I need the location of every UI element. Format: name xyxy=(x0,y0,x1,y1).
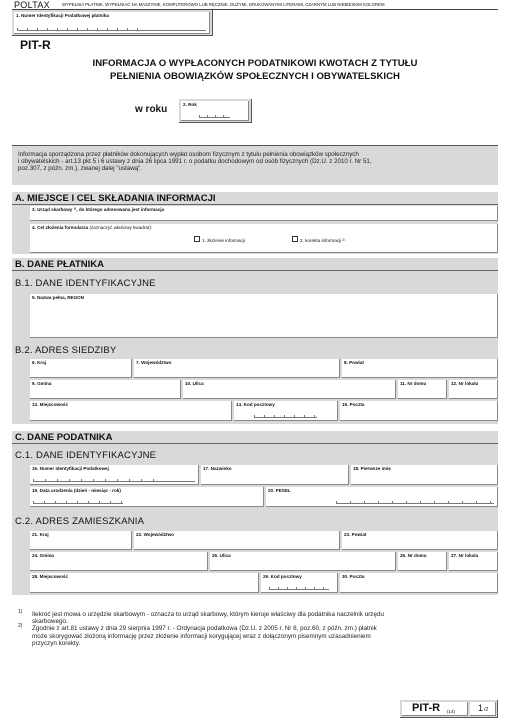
payer-commune-label: 9. Gmina xyxy=(32,381,52,386)
taxpayer-nip-field[interactable] xyxy=(30,465,199,485)
section-a-title: A. MIEJSCE I CEL SKŁADANIA INFORMACJI xyxy=(12,192,498,205)
form-code: PIT-R xyxy=(20,38,51,52)
taxpayer-city-field[interactable] xyxy=(30,573,259,593)
payer-city-label: 13. Miejscowość xyxy=(32,402,69,407)
intro-line2: i obywatelskich - art.13 pkt 5 i 6 ustawy z dnia 26 lipca 1991 r. o podatku dochodowym od osób fizycznych (Dz.U. z 2010 r. Nr 51, xyxy=(18,158,372,166)
payer-house-number-label: 11. Nr domu xyxy=(400,381,427,386)
taxpayer-first-name-field[interactable] xyxy=(351,465,498,485)
taxpayer-pesel-ticks xyxy=(336,501,494,504)
section-c1-title: C.1. DANE IDENTYFIKACYJNE xyxy=(15,450,157,461)
footnotes xyxy=(18,611,496,647)
year-field[interactable] xyxy=(181,101,249,121)
year-prefix: w roku xyxy=(135,104,168,115)
footnote-2-mark: 2) xyxy=(18,623,23,630)
footnote-2-line1: Zgodnie z art.81 ustawy z dnia 29 sierpnia 1997 r. - Ordynacja podatkowa (Dz.U. z 2005 r. Nr 8, poz.60, z późn. zm.) płatnik xyxy=(32,625,377,633)
payer-postal-code-field[interactable] xyxy=(234,401,338,421)
payer-post-office-field[interactable] xyxy=(340,401,498,421)
taxpayer-surname-field[interactable] xyxy=(201,465,349,485)
payer-voivodeship-field[interactable] xyxy=(134,359,340,378)
payer-postal-code-label: 14. Kod pocztowy xyxy=(236,402,275,407)
form-title-line1: INFORMACJA O WYPŁACONYCH PODATNIKOWI KWOTACH Z TYTUŁU xyxy=(92,58,418,69)
nip-box xyxy=(12,10,213,36)
taxpayer-birthdate-ticks xyxy=(33,501,123,504)
taxpayer-birthdate-label: 19. Data urodzenia (dzień - miesiąc - rok) xyxy=(32,488,121,493)
year-box xyxy=(179,99,252,123)
year-ticks xyxy=(199,115,230,118)
taxpayer-nip-label: 16. Numer Identyfikacji Podatkowej xyxy=(32,466,109,471)
taxpayer-commune-label: 24. Gmina xyxy=(32,553,54,558)
fill-instructions: WYPEŁNIA PŁATNIK. WYPEŁNIAĆ NA MASZYNIE, KOMPUTEROWO LUB RĘCZNIE, DUŻYMI, DRUKOWANYMI LITERAMI, CZARNYM LUB NIEBIESKIM KOLOREM xyxy=(62,2,385,7)
taxpayer-pesel-label: 20. PESEL xyxy=(268,488,291,493)
section-a xyxy=(12,192,498,254)
payer-street-label: 10. Ulica xyxy=(185,381,204,386)
taxpayer-surname-label: 17. Nazwisko xyxy=(203,466,232,471)
footnote-2 xyxy=(18,625,496,647)
taxpayer-county-label: 23. Powiat xyxy=(344,532,367,537)
footer-page-number: 1 xyxy=(478,703,484,713)
taxpayer-commune-field[interactable] xyxy=(30,552,208,571)
year-label: 2. Rok xyxy=(183,102,197,107)
section-b-title: B. DANE PŁATNIKA xyxy=(12,258,498,271)
option-submit-checkbox[interactable] xyxy=(194,236,200,242)
section-c xyxy=(12,431,498,595)
taxpayer-house-number-label: 26. Nr domu xyxy=(400,553,427,558)
payer-nip-label: 1. Numer Identyfikacji Podatkowej płatnika xyxy=(16,13,109,18)
payer-postal-ticks xyxy=(254,415,317,418)
footnote-2-line3: przyczyn korekty. xyxy=(32,639,81,647)
taxpayer-post-office-field[interactable] xyxy=(340,573,498,593)
purpose-hint: (zaznaczyć właściwy kwadrat): xyxy=(89,225,152,230)
taxpayer-county-field[interactable] xyxy=(342,531,498,550)
payer-nip-field[interactable] xyxy=(14,12,210,34)
taxpayer-house-number-field[interactable] xyxy=(398,552,447,571)
section-b1-title: B.1. DANE IDENTYFIKACYJNE xyxy=(15,278,156,289)
taxpayer-postal-ticks xyxy=(269,587,329,590)
taxpayer-pesel-field[interactable] xyxy=(266,487,498,507)
payer-country-label: 6. Kraj xyxy=(32,360,47,365)
payer-house-number-field[interactable] xyxy=(398,380,447,399)
page-footer-page-cell xyxy=(470,702,496,716)
purpose-label: 4. Cel złożenia formularza (zaznaczyć właściwy kwadrat): xyxy=(32,225,152,230)
payer-name-label: 5. Nazwa pełna, REGON xyxy=(32,295,85,300)
footnote-1 xyxy=(18,611,496,625)
intro-box xyxy=(12,145,498,185)
taxpayer-country-field[interactable] xyxy=(30,531,132,550)
payer-voivodeship-label: 7. Województwo xyxy=(136,360,172,365)
purpose-field xyxy=(30,224,498,253)
taxpayer-voivodeship-label: 22. Województwo xyxy=(136,532,174,537)
option-submit-label: 1. złożenie informacji xyxy=(202,238,245,243)
taxpayer-post-office-label: 30. Poczta xyxy=(342,574,365,579)
payer-county-field[interactable] xyxy=(342,359,498,378)
taxpayer-country-label: 21. Kraj xyxy=(32,532,49,537)
section-c-title: C. DANE PODATNIKA xyxy=(12,431,498,444)
taxpayer-birthdate-field[interactable] xyxy=(30,487,264,507)
option-correction-label: 2. korekta informacji ²⁾ xyxy=(300,238,346,243)
payer-country-field[interactable] xyxy=(30,359,132,378)
taxpayer-postal-code-field[interactable] xyxy=(261,573,338,593)
payer-name-field[interactable] xyxy=(30,294,498,338)
taxpayer-first-name-label: 18. Pierwsze imię xyxy=(353,466,391,471)
taxpayer-street-field[interactable] xyxy=(210,552,396,571)
payer-commune-field[interactable] xyxy=(30,380,181,399)
tax-office-label: 3. Urząd skarbowy ¹⁾, do którego adresowana jest informacja xyxy=(32,207,165,212)
intro-line3: poz.307, z późn. zm.), zwanej dalej "ustawą". xyxy=(18,165,143,173)
footer-page-total: /2 xyxy=(484,707,489,713)
footnote-1-line1: Ilekroć jest mowa o urzędzie skarbowym - oznacza to urząd skarbowy, którym kieruje właściwy dla podatnika naczelnik urzędu xyxy=(32,611,384,618)
payer-city-field[interactable] xyxy=(30,401,232,421)
footnote-2-line2: może skorygować złożoną informację przez złożenie informacji korygującej wraz z dołączonym pisemnym uzasadnieniem xyxy=(32,632,371,640)
section-c2-title: C.2. ADRES ZAMIESZKANIA xyxy=(15,516,145,527)
payer-nip-ticks xyxy=(17,28,206,31)
taxpayer-birthdate-hint: (dzień - miesiąc - rok) xyxy=(73,488,121,493)
payer-apartment-label: 12. Nr lokalu xyxy=(451,381,479,386)
taxpayer-apartment-field[interactable] xyxy=(449,552,498,571)
taxpayer-apartment-label: 27. Nr lokalu xyxy=(451,553,479,558)
taxpayer-nip-ticks xyxy=(33,479,195,482)
payer-post-office-label: 15. Poczta xyxy=(342,402,365,407)
taxpayer-city-label: 28. Miejscowość xyxy=(32,574,69,579)
footer-version: (14) xyxy=(447,709,456,714)
footnote-1-line2: skarbowego. xyxy=(32,618,68,626)
page-footer-code-cell xyxy=(402,702,468,716)
tax-office-field[interactable] xyxy=(30,206,498,221)
intro-line1: Informacja sporządzona przez płatników dokonujących wypłat osobom fizycznym z tytułu pełnienia obowiązków społecznych xyxy=(18,151,359,158)
payer-street-field[interactable] xyxy=(183,380,396,399)
payer-apartment-field[interactable] xyxy=(449,380,498,399)
section-b2-title: B.2. ADRES SIEDZIBY xyxy=(15,345,117,356)
footnote-1-mark: 1) xyxy=(18,609,23,615)
payer-county-label: 8. Powiat xyxy=(344,360,364,365)
footer-form-code: PIT-R xyxy=(412,702,441,714)
taxpayer-street-label: 25. Ulica xyxy=(212,553,231,558)
form-title-line2: PEŁNIENIA OBOWIĄZKÓW SPOŁECZNYCH I OBYWATELSKICH xyxy=(110,71,400,82)
section-b xyxy=(12,258,498,424)
taxpayer-voivodeship-field[interactable] xyxy=(134,531,340,550)
taxpayer-postal-code-label: 29. Kod pocztowy xyxy=(263,574,302,579)
brand-label: POLTAX xyxy=(14,0,50,10)
page-footer-box xyxy=(400,700,498,718)
option-correction-checkbox[interactable] xyxy=(292,236,298,242)
